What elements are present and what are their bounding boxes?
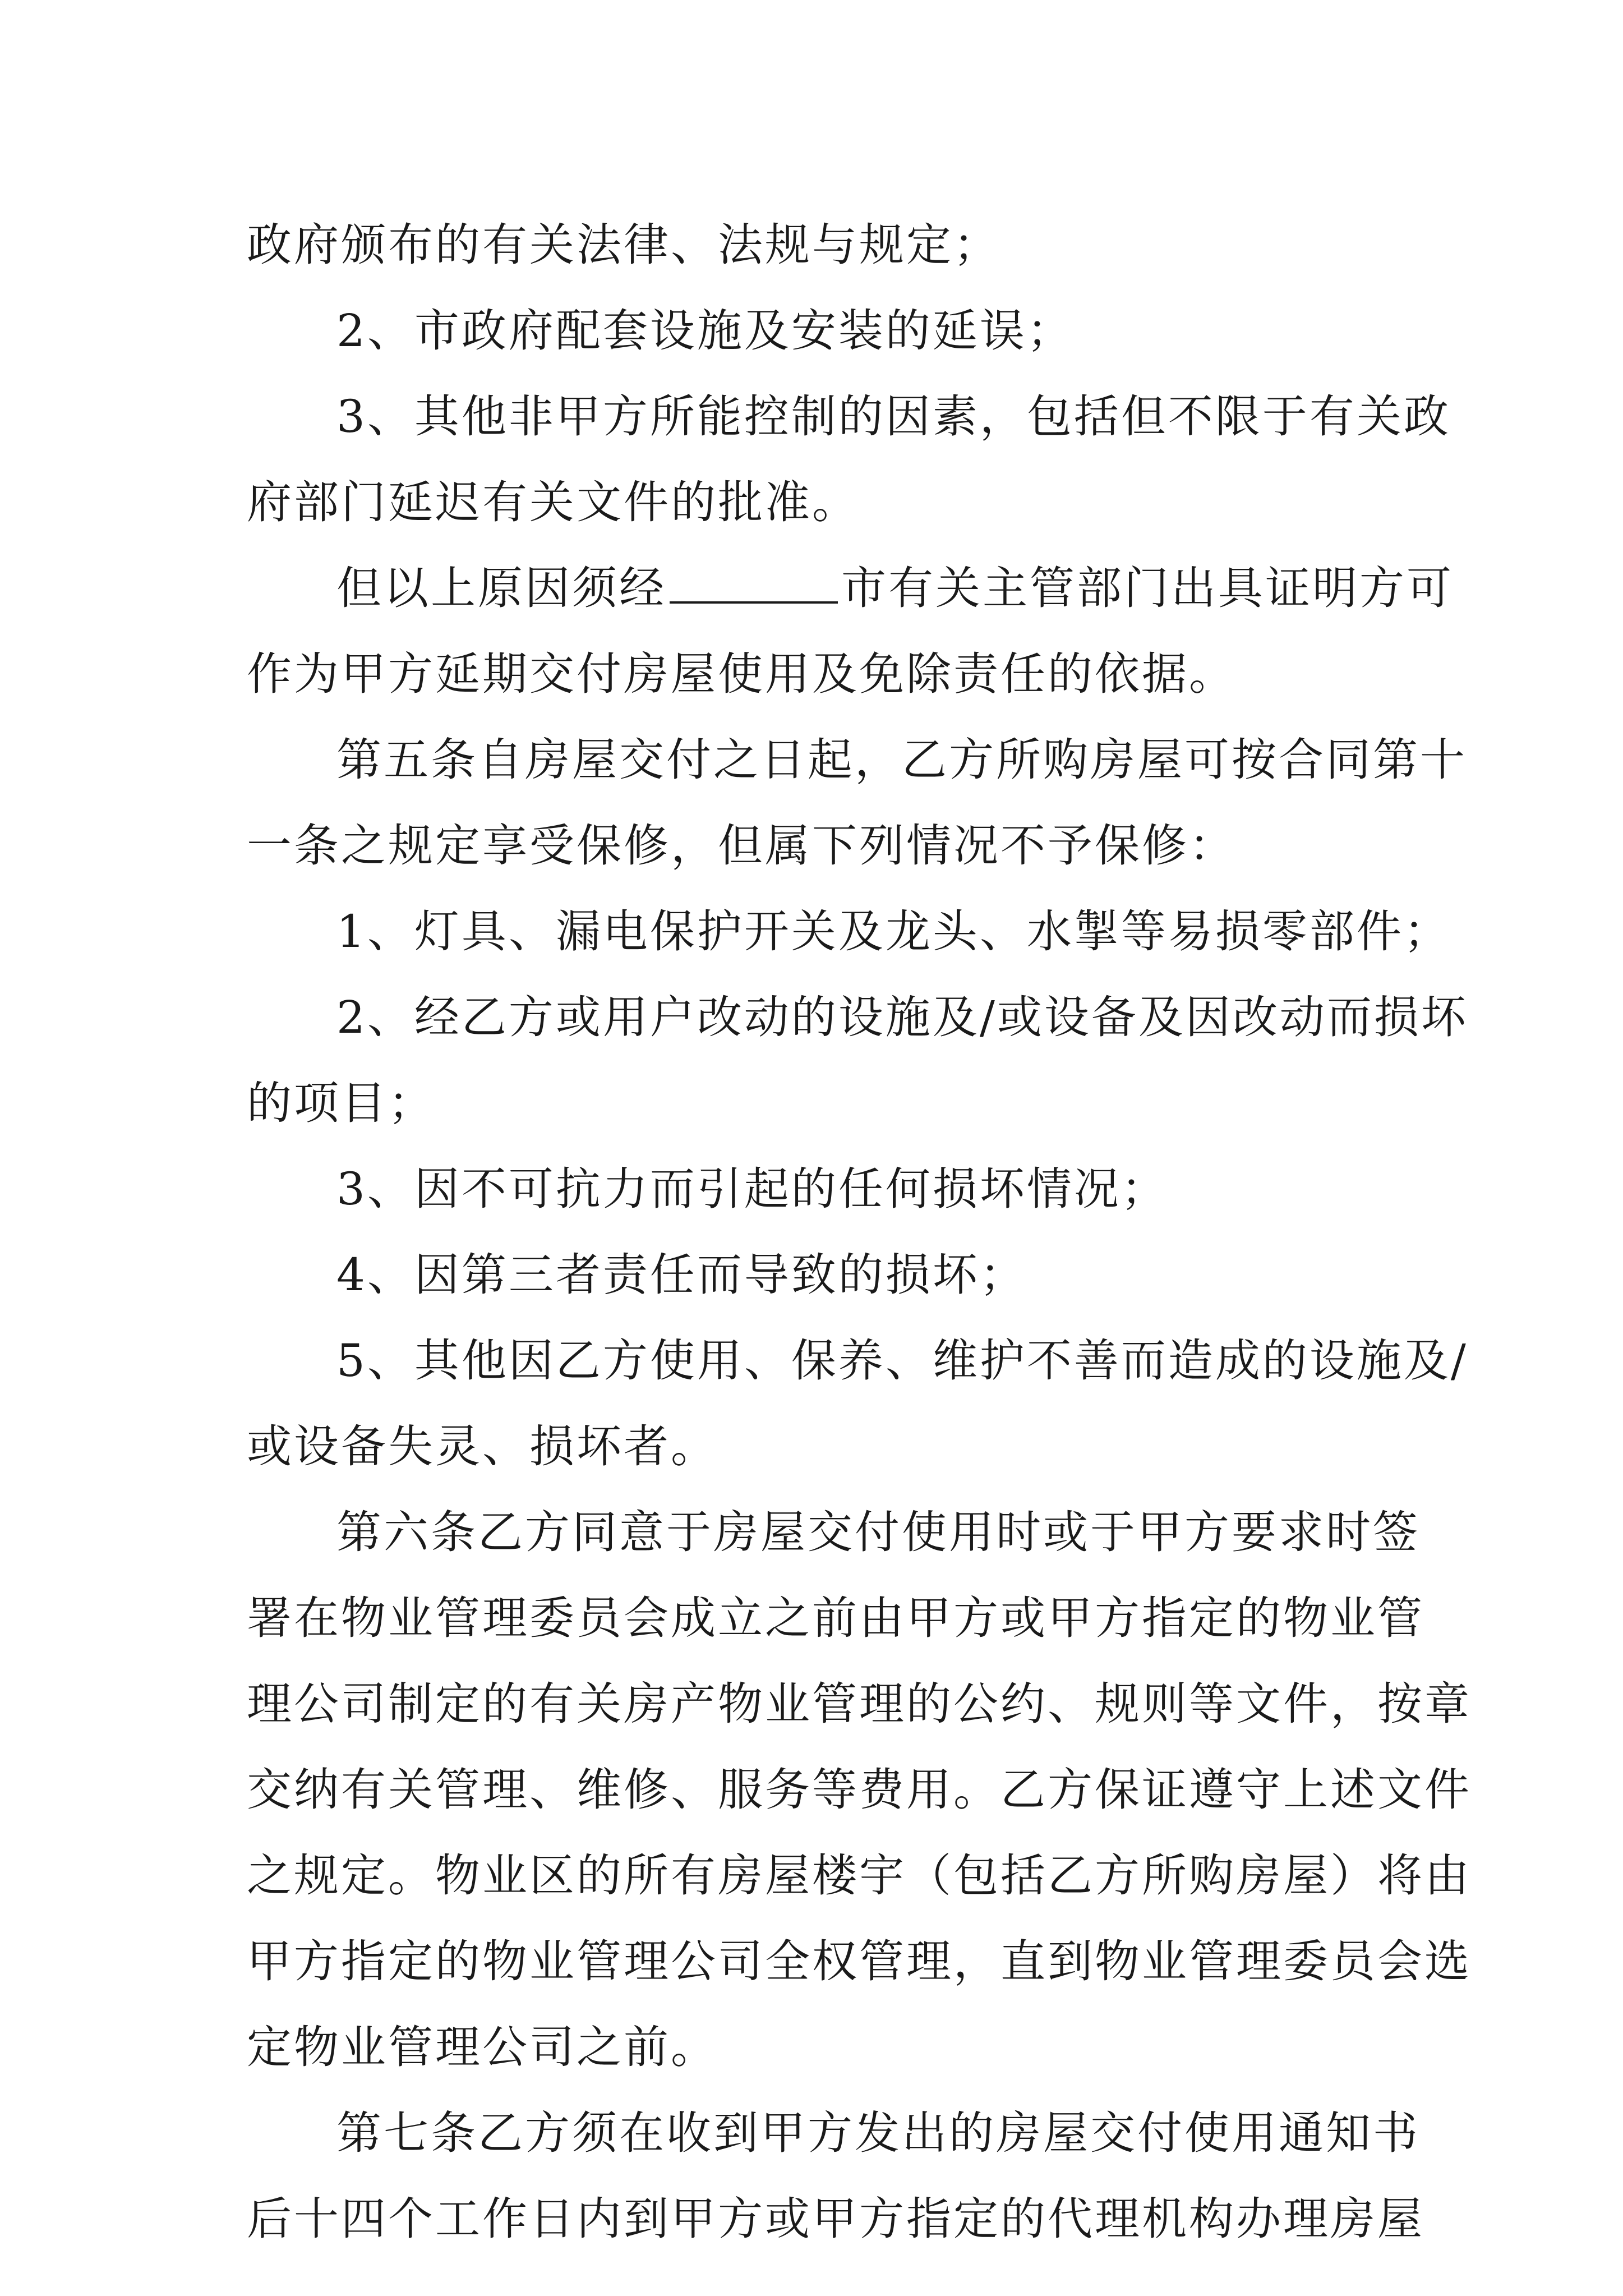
text-line-6: 作为甲方延期交付房屋使用及免除责任的依据。	[247, 648, 1236, 700]
text-line-9: 1、灯具、漏电保护开关及龙头、水掣等易损零部件；	[336, 905, 1451, 958]
text-line-5-fill-in	[247, 545, 1454, 631]
text-line-23: 第七条乙方须在收到甲方发出的房屋交付使用通知书	[336, 2107, 1420, 2159]
text-line-17: 署在物业管理委员会成立之前由甲方或甲方指定的物业管	[247, 1592, 1424, 1644]
text-line-11: 的项目；	[247, 1077, 435, 1129]
document-body	[247, 202, 1472, 2262]
text-line-18: 理公司制定的有关房产物业管理的公约、规则等文件，按章	[247, 1678, 1472, 1730]
text-line-8: 一条之规定享受保修，但属下列情况不予保修：	[247, 820, 1236, 872]
text-line-24: 后十四个工作日内到甲方或甲方指定的代理机构办理房屋	[247, 2193, 1424, 2245]
text-line-4: 府部门延迟有关文件的批准。	[247, 476, 859, 528]
text-line-1: 政府颁布的有关法律、法规与规定；	[247, 219, 1000, 271]
text-line-14: 5、其他因乙方使用、保养、维护不善而造成的设施及/	[336, 1335, 1468, 1387]
text-line-2: 2、市政府配套设施及安装的延误；	[336, 305, 1074, 357]
fill-in-prefix: 但以上原因须经	[336, 562, 666, 614]
text-line-3: 3、其他非甲方所能控制的因素，包括但不限于有关政	[336, 390, 1451, 443]
text-line-13: 4、因第三者责任而导致的损坏；	[336, 1249, 1027, 1301]
text-line-12: 3、因不可抗力而引起的任何损坏情况；	[336, 1163, 1168, 1215]
text-line-16: 第六条乙方同意于房屋交付使用时或于甲方要求时签	[336, 1506, 1420, 1558]
text-line-15: 或设备失灵、损坏者。	[247, 1420, 718, 1473]
fill-in-suffix: 市有关主管部门出具证明方可	[841, 562, 1454, 614]
text-line-21: 甲方指定的物业管理公司全权管理，直到物业管理委员会选	[247, 1935, 1472, 1987]
text-line-22: 定物业管理公司之前。	[247, 2021, 718, 2073]
fill-in-blank	[670, 561, 838, 604]
text-line-20: 之规定。物业区的所有房屋楼宇（包括乙方所购房屋）将由	[247, 1849, 1472, 1902]
text-line-10: 2、经乙方或用户改动的设施及/或设备及因改动而损坏	[336, 991, 1468, 1043]
text-line-7: 第五条自房屋交付之日起，乙方所购房屋可按合同第十	[336, 734, 1467, 786]
text-line-19: 交纳有关管理、维修、服务等费用。乙方保证遵守上述文件	[247, 1764, 1472, 1816]
